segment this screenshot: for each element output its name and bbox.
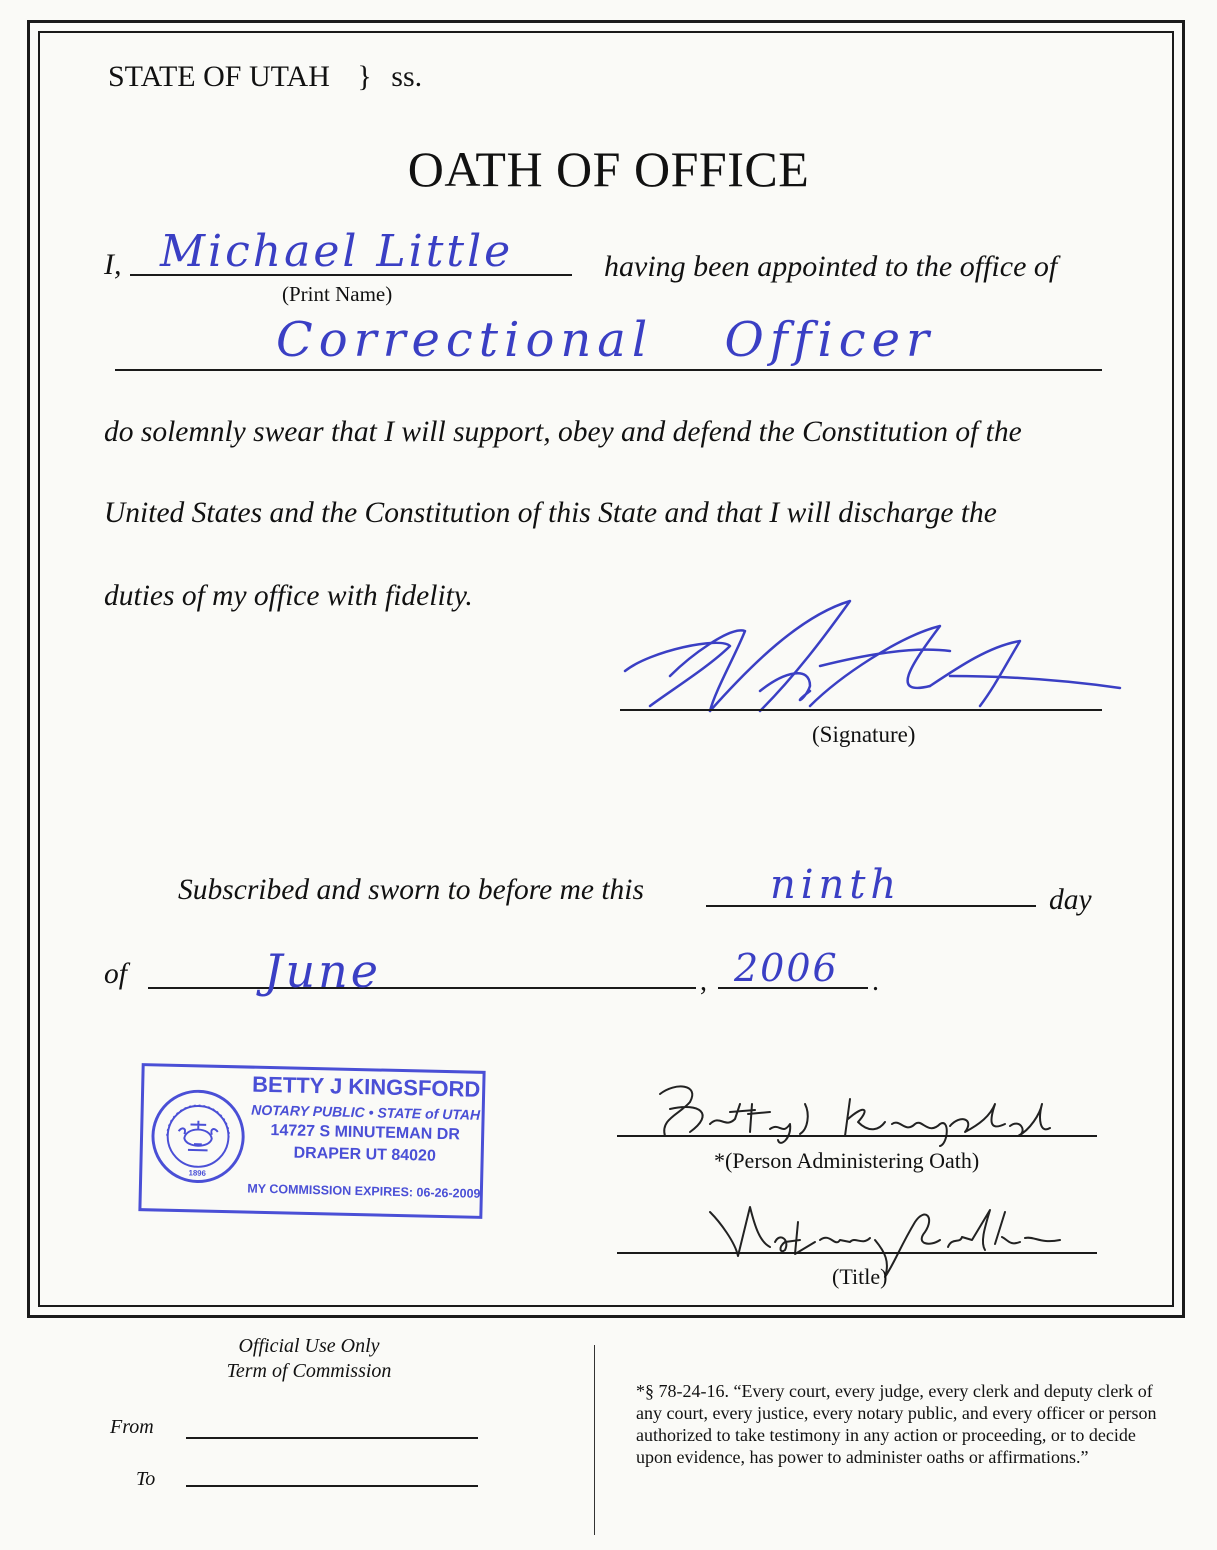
title-caption: (Title) — [832, 1264, 888, 1289]
utah-state-seal — [148, 1086, 248, 1186]
signature-caption: (Signature) — [812, 722, 916, 747]
ss-label: ss. — [391, 60, 423, 93]
oath-prefix: I, — [104, 248, 122, 281]
name-caption: (Print Name) — [282, 282, 393, 306]
document-title: OATH OF OFFICE — [407, 141, 810, 197]
month-handwritten: June — [264, 944, 381, 998]
signature-line — [620, 709, 1102, 711]
day-handwritten: ninth — [770, 862, 902, 908]
oath-body-line-1: do solemnly swear that I will support, obey and defend the Constitution of the — [104, 416, 1022, 448]
oath-body-line-3: duties of my office with fidelity. — [104, 580, 473, 612]
from-label: From — [110, 1416, 154, 1438]
official-heading-1: Official Use Only — [238, 1335, 380, 1357]
stamp-expires: MY COMMISSION EXPIRES: 06-26-2009 — [247, 1181, 481, 1201]
month-line — [148, 987, 696, 989]
appointed-text: having been appointed to the office of — [604, 250, 1058, 283]
state-header — [108, 60, 422, 94]
official-heading-2: Term of Commission — [226, 1360, 392, 1382]
date-comma: , — [700, 966, 707, 997]
stamp-line2: 14727 S MINUTEMAN DR — [270, 1122, 461, 1144]
day-word: day — [1049, 884, 1092, 916]
state-label: STATE OF UTAH — [108, 60, 330, 93]
statute-footnote: *§ 78-24-16. “Every court, every judge, every clerk and deputy clerk of any court, every justice, every notary public, and every officer or person authorized to take testimony in any action or proceeding, or to decide upon evidence, has power to administer oaths or affirmations.” — [636, 1381, 1157, 1467]
date-period: . — [872, 966, 879, 997]
brace-glyph: } — [357, 60, 372, 93]
to-line — [186, 1485, 478, 1487]
of-word: of — [104, 958, 127, 990]
office-line — [115, 369, 1102, 371]
oath-body-line-2: United States and the Constitution of this State and that I will discharge the — [104, 497, 997, 529]
administering-signature — [630, 1074, 1070, 1154]
title-line — [617, 1252, 1097, 1254]
section-divider — [594, 1345, 595, 1535]
title-signature — [690, 1192, 1090, 1282]
stamp-name: BETTY J KINGSFORD — [251, 1071, 481, 1102]
from-line — [186, 1437, 478, 1439]
stamp-line1: NOTARY PUBLIC • STATE of UTAH — [251, 1101, 481, 1123]
to-label: To — [136, 1468, 156, 1490]
year-handwritten: 2006 — [734, 946, 839, 990]
name-handwritten: Michael Little — [160, 226, 514, 277]
subscribed-text: Subscribed and sworn to before me this — [178, 874, 644, 906]
office-handwritten: Correctional Officer — [276, 312, 935, 368]
seal-year: 1896 — [188, 1168, 207, 1178]
stamp-line3: DRAPER UT 84020 — [293, 1144, 437, 1165]
notary-stamp — [138, 1063, 485, 1219]
administering-line — [617, 1135, 1097, 1137]
administering-caption: *(Person Administering Oath) — [714, 1148, 980, 1173]
officer-signature — [610, 596, 1130, 726]
